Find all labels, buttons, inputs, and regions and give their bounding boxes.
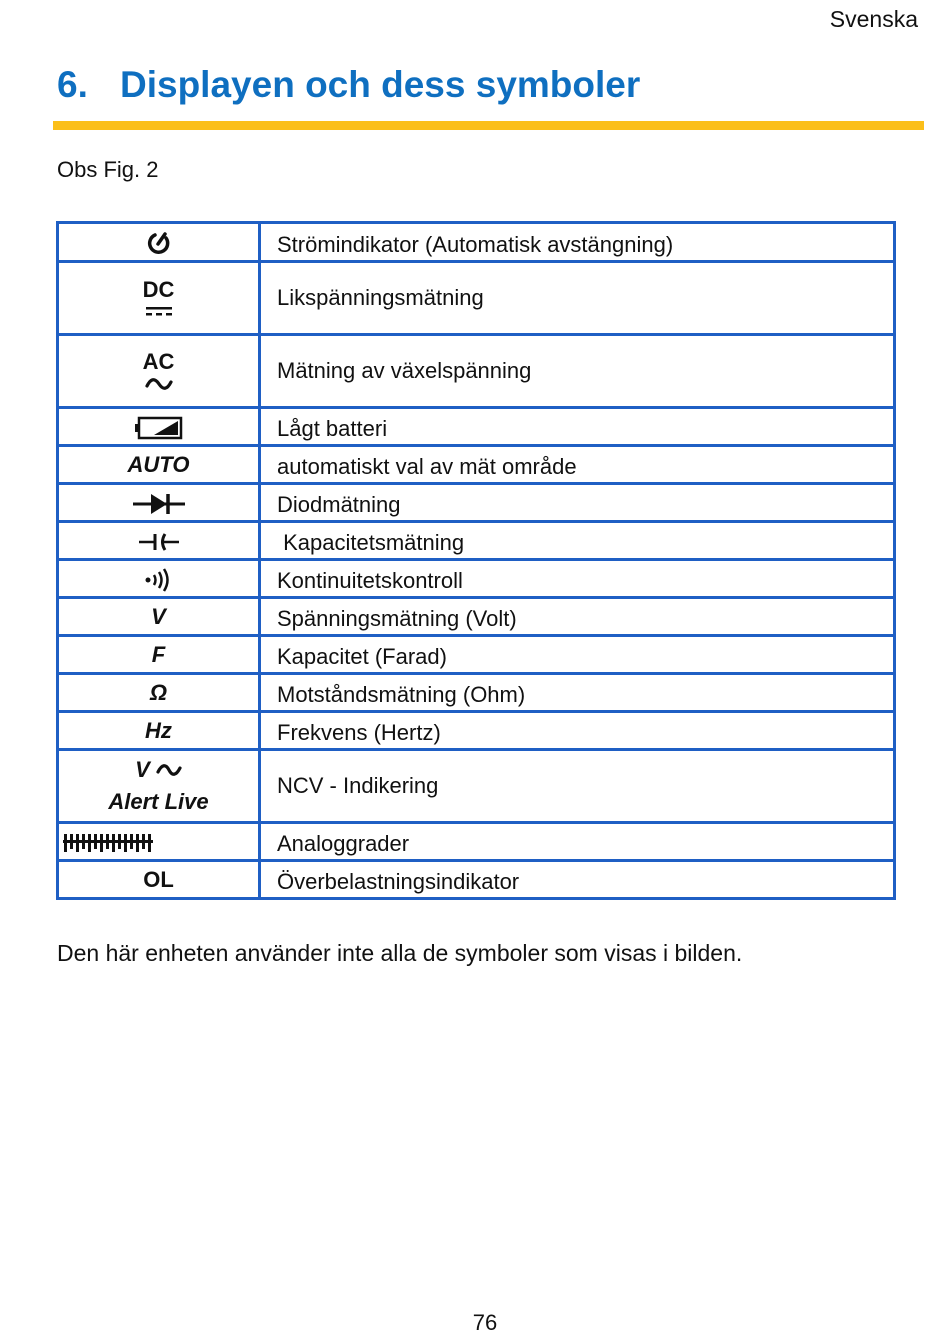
symbol-cell xyxy=(58,223,260,262)
ncv-symbol-top xyxy=(135,759,182,781)
ncv-volt-label: V xyxy=(135,757,150,782)
symbol-cell xyxy=(58,484,260,522)
description-cell: Strömindikator (Automatisk avstängning) xyxy=(260,223,895,262)
dc-icon xyxy=(145,305,173,317)
table-row xyxy=(58,861,895,899)
symbol-cell xyxy=(58,598,260,636)
description-cell: Överbelastningsindikator xyxy=(260,861,895,899)
symbol-table xyxy=(56,221,896,900)
capacitor-icon xyxy=(137,531,181,553)
symbol-cell xyxy=(58,522,260,560)
ncv-alert-label: Alert Live xyxy=(108,789,209,814)
dc-label: DC xyxy=(142,277,175,302)
table-row xyxy=(58,598,895,636)
symbol-cell xyxy=(58,335,260,408)
power-icon xyxy=(146,230,172,256)
ac-label: AC xyxy=(142,349,175,374)
table-row xyxy=(58,223,895,262)
description-cell: NCV - Indikering xyxy=(260,750,895,823)
table-row xyxy=(58,522,895,560)
symbol-cell xyxy=(58,560,260,598)
language-label: Svenska xyxy=(829,6,918,32)
footnote: Den här enheten använder inte alla de symboler som visas i bilden. xyxy=(57,940,743,966)
table-row xyxy=(58,750,895,823)
low-battery-icon xyxy=(134,416,184,440)
symbol-cell xyxy=(58,636,260,674)
table-row xyxy=(58,636,895,674)
hertz-symbol: Hz xyxy=(145,717,172,743)
description-cell: Kontinuitetskontroll xyxy=(260,560,895,598)
symbol-cell xyxy=(58,823,260,861)
description-cell: Lågt batteri xyxy=(260,408,895,446)
section-title: Displayen och dess symboler xyxy=(120,64,641,105)
table-row xyxy=(58,823,895,861)
farad-symbol: F xyxy=(151,641,166,667)
table-row xyxy=(58,335,895,408)
auto-symbol: AUTO xyxy=(127,451,190,477)
symbol-cell xyxy=(58,712,260,750)
table-row xyxy=(58,674,895,712)
symbol-cell xyxy=(58,262,260,335)
table-row xyxy=(58,408,895,446)
table-row xyxy=(58,712,895,750)
table-row xyxy=(58,484,895,522)
symbol-cell xyxy=(58,861,260,899)
analog-bar-icon xyxy=(63,833,155,853)
continuity-icon xyxy=(144,568,174,592)
description-cell: Diodmätning xyxy=(260,484,895,522)
description-cell: Mätning av växelspänning xyxy=(260,335,895,408)
description-cell: Kapacitet (Farad) xyxy=(260,636,895,674)
table-row xyxy=(58,446,895,484)
section-number: 6. xyxy=(57,64,88,105)
symbol-cell xyxy=(58,674,260,712)
diode-icon xyxy=(131,492,187,516)
ac-icon xyxy=(145,377,173,391)
heading-rule xyxy=(53,121,924,130)
description-cell: automatiskt val av mät område xyxy=(260,446,895,484)
ac-wave-icon xyxy=(156,763,182,777)
description-cell: Frekvens (Hertz) xyxy=(260,712,895,750)
description-cell: Likspänningsmätning xyxy=(260,262,895,335)
volt-symbol: V xyxy=(151,603,166,629)
intro-text: Obs Fig. 2 xyxy=(57,157,159,182)
symbol-cell xyxy=(58,750,260,823)
description-cell: Motståndsmätning (Ohm) xyxy=(260,674,895,712)
description-cell: Analoggrader xyxy=(260,823,895,861)
description-cell: Spänningsmätning (Volt) xyxy=(260,598,895,636)
table-row xyxy=(58,262,895,335)
overload-symbol: OL xyxy=(143,866,174,892)
page-number: 76 xyxy=(472,1310,498,1335)
section-heading xyxy=(57,64,640,106)
table-row xyxy=(58,560,895,598)
symbol-cell xyxy=(58,408,260,446)
description-cell: Kapacitetsmätning xyxy=(260,522,895,560)
symbol-cell xyxy=(58,446,260,484)
ohm-symbol: Ω xyxy=(149,679,168,705)
